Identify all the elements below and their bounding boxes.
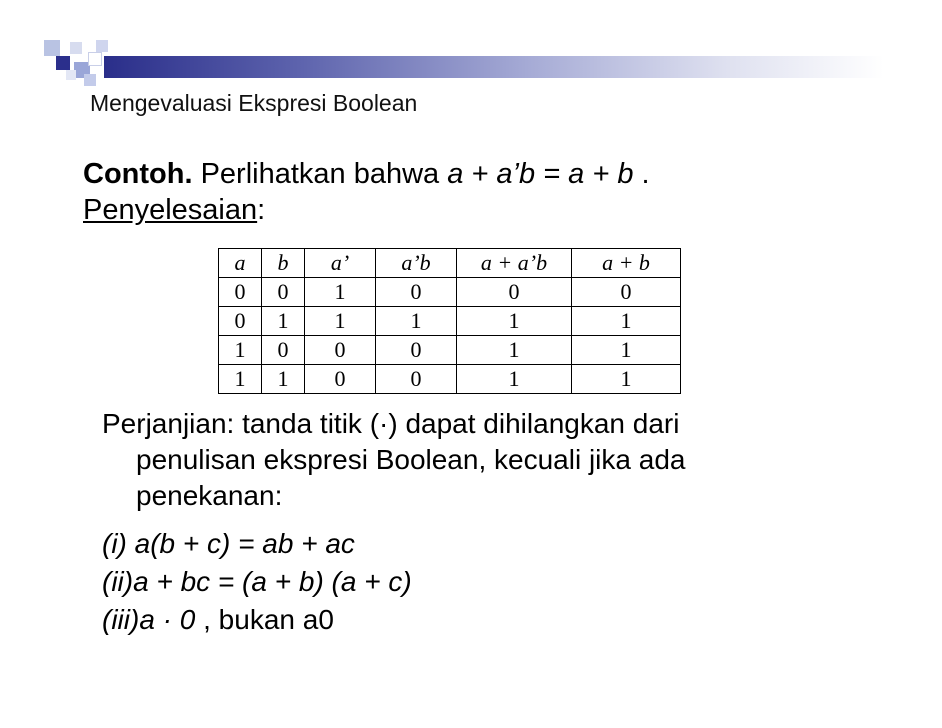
table-cell: 0 xyxy=(219,278,262,307)
table-cell: 0 xyxy=(262,336,305,365)
header-gradient-bar xyxy=(104,56,884,78)
example-label: Contoh. xyxy=(83,158,193,190)
table-cell: 0 xyxy=(572,278,681,307)
decor-square xyxy=(66,70,76,80)
convention-line: penulisan ekspresi Boolean, kecuali jika ada xyxy=(136,444,686,475)
table-cell: 1 xyxy=(457,365,572,394)
decor-square xyxy=(88,52,102,66)
table-cell: 1 xyxy=(376,307,457,336)
convention-line: penekanan: xyxy=(136,480,283,511)
example-statement xyxy=(83,156,650,192)
rule-label: (ii) xyxy=(102,566,134,597)
table-cell: 1 xyxy=(572,307,681,336)
table-row xyxy=(219,336,681,365)
table-cell: 1 xyxy=(457,307,572,336)
table-row xyxy=(219,307,681,336)
rule-label: (i) xyxy=(102,528,127,559)
table-cell: 0 xyxy=(305,336,376,365)
table-header: a’ xyxy=(305,249,376,278)
rule-suffix: , bukan a0 xyxy=(203,604,334,635)
example-formula: a + a’b = a + b xyxy=(447,158,634,190)
table-cell: 1 xyxy=(305,307,376,336)
table-cell: 1 xyxy=(219,365,262,394)
table-header-row xyxy=(219,249,681,278)
decor-square xyxy=(96,40,108,52)
truth-table xyxy=(218,248,681,394)
rule-ii xyxy=(102,564,412,600)
decor-square xyxy=(44,40,60,56)
convention-paragraph xyxy=(102,406,822,514)
table-cell: 0 xyxy=(376,336,457,365)
table-cell: 1 xyxy=(219,336,262,365)
decor-square xyxy=(56,56,70,70)
rule-i xyxy=(102,526,355,562)
table-cell: 0 xyxy=(457,278,572,307)
table-header: a xyxy=(219,249,262,278)
table-cell: 1 xyxy=(305,278,376,307)
solution-colon: : xyxy=(257,194,266,226)
rule-label: (iii) xyxy=(102,604,140,635)
table-cell: 0 xyxy=(376,365,457,394)
rule-formula: a · 0 xyxy=(139,604,196,635)
table-row xyxy=(219,278,681,307)
table-header: b xyxy=(262,249,305,278)
decor-square xyxy=(84,74,96,86)
rule-formula: a(b + c) = ab + ac xyxy=(134,528,355,559)
table-row xyxy=(219,365,681,394)
table-cell: 0 xyxy=(305,365,376,394)
rule-formula: a + bc = (a + b) (a + c) xyxy=(133,566,412,597)
table-cell: 1 xyxy=(262,307,305,336)
table-header: a + b xyxy=(572,249,681,278)
table-cell: 0 xyxy=(376,278,457,307)
example-text: Perlihatkan bahwa xyxy=(200,158,440,190)
table-cell: 1 xyxy=(572,365,681,394)
table-cell: 1 xyxy=(262,365,305,394)
table-cell: 0 xyxy=(262,278,305,307)
example-end: . xyxy=(641,158,650,190)
table-header: a’b xyxy=(376,249,457,278)
table-header: a + a’b xyxy=(457,249,572,278)
solution-label: Penyelesaian xyxy=(83,194,258,226)
decor-square xyxy=(70,42,82,54)
rule-iii xyxy=(102,602,334,638)
slide-title: Mengevaluasi Ekspresi Boolean xyxy=(90,90,418,116)
convention-line: Perjanjian: tanda titik (·) dapat dihilangkan dari xyxy=(102,408,680,439)
table-cell: 0 xyxy=(219,307,262,336)
table-cell: 1 xyxy=(572,336,681,365)
solution-heading xyxy=(83,192,265,228)
table-cell: 1 xyxy=(457,336,572,365)
